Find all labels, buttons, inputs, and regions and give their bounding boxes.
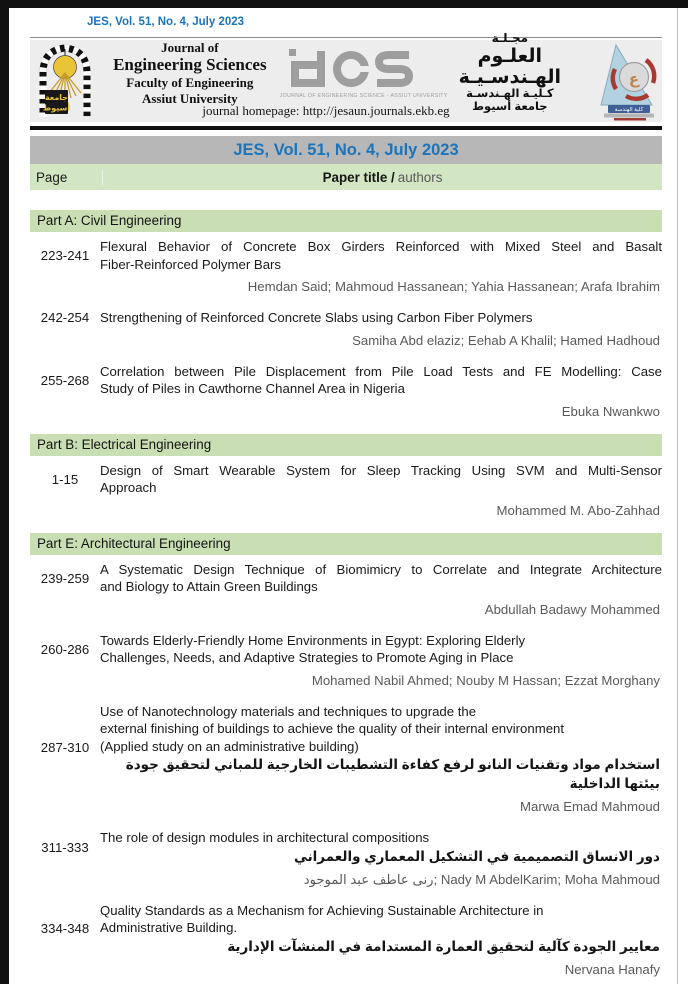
journal-title-line: Assiut University	[141, 90, 238, 106]
title-column-label	[103, 170, 662, 185]
paper-title-line: Use of Nanotechnology materials and techniques to upgrade the	[100, 703, 477, 719]
paper-title-line: Design of Smart Wearable System for Sleep Tracking Using SVM and Multi-Sensor	[100, 462, 662, 478]
paper-title-arabic-line: معايير الجودة كآلية لتحقيق العمارة المستدامة في المنشآت الإدارية	[227, 938, 660, 954]
paper-title-line: (Applied study on an administrative building)	[100, 738, 359, 754]
paper-entry-top	[30, 703, 662, 794]
paper-entry-top	[30, 238, 662, 273]
paper-authors: Mohammed M. Abo-Zahhad	[496, 502, 660, 518]
paper-authors: Hemdan Said; Mahmoud Hassanean; Yahia Hassanean; Arafa Ibrahim	[247, 279, 660, 294]
paper-entry	[30, 363, 662, 420]
paper-title-arabic-line: دور الانساق التصميمية في التشكيل المعماري والعمراني	[293, 848, 660, 864]
homepage-url[interactable]: journal homepage: http://jesaun.journals.ekb.eg	[202, 103, 450, 118]
paper-title	[100, 632, 662, 667]
faculty-logo-caption: كلية الهندسة	[614, 107, 644, 114]
paper-entry	[30, 829, 662, 888]
section-band: Part E: Architectural Engineering	[30, 533, 662, 555]
paper-title-line: Flexural Behavior of Concrete Box Girders Reinforced with Mixed Steel and Basalt	[100, 239, 662, 254]
paper-entry	[30, 902, 662, 978]
paper-entry-top	[30, 309, 662, 327]
paper-title-label: Paper title /	[322, 169, 395, 185]
paper-pages: 223-241	[40, 248, 90, 263]
paper-pages: 255-268	[40, 372, 90, 388]
journal-title-arabic-line: العلـوم الهـندسـيـة	[458, 45, 562, 88]
journal-title-line: Journal of	[161, 39, 219, 55]
running-header: JES, Vol. 51, No. 4, July 2023	[87, 16, 245, 28]
paper-entry-top	[30, 363, 662, 398]
paper-pages: 287-310	[40, 740, 90, 756]
paper-entry	[30, 309, 662, 349]
paper-authors: Nervana Hanafy	[564, 961, 660, 977]
paper-title	[100, 462, 662, 497]
paper-pages: 334-348	[40, 921, 90, 936]
paper-title	[100, 829, 662, 866]
page-border-left	[0, 0, 9, 984]
paper-entry	[30, 703, 662, 816]
toc-header-row	[30, 164, 662, 190]
paper-title-line: The role of design modules in architectural compositions	[100, 830, 430, 845]
paper-authors: رنى عاطف عبد الموجود; Nady M AbdelKarim; Moha Mahmoud	[303, 871, 660, 887]
page-column-label: Page	[30, 170, 103, 185]
paper-title	[100, 703, 662, 794]
paper-pages: 1-15	[51, 471, 79, 487]
paper-entry	[30, 561, 662, 618]
paper-entry-top	[30, 561, 662, 596]
masthead-rule	[30, 126, 662, 130]
page-content	[30, 8, 662, 992]
paper-title-line: external finishing of buildings to achieve the quality of their internal environment	[100, 721, 565, 736]
paper-authors: Mohamed Nabil Ahmed; Nouby M Hassan; Ezzat Morghany	[311, 672, 660, 688]
paper-authors: Marwa Emad Mahmoud	[520, 799, 660, 814]
paper-authors: Ebuka Nwankwo	[561, 403, 660, 419]
paper-title	[100, 363, 662, 398]
paper-entry	[30, 238, 662, 295]
section-band: Part B: Electrical Engineering	[30, 434, 662, 456]
page-border-right	[677, 8, 678, 984]
jes-logo-letters-icon	[287, 47, 419, 87]
faculty-logo-symbol: ع	[628, 71, 640, 88]
paper-title	[100, 902, 662, 956]
paper-title	[100, 561, 662, 596]
paper-pages: 239-259	[40, 570, 90, 586]
masthead	[30, 31, 662, 122]
paper-title-line: Study of Piles in Cawthorne Channel Area in Nigeria	[100, 381, 405, 396]
paper-pages: 242-254	[40, 310, 90, 326]
authors-label: authors	[397, 169, 443, 185]
page-border-top	[0, 0, 688, 8]
paper-authors: Abdullah Badawy Mohammed	[484, 601, 660, 617]
paper-title-line: Strengthening of Reinforced Concrete Slabs using Carbon Fiber Polymers	[100, 310, 533, 325]
paper-title-line: Administrative Building.	[100, 920, 238, 935]
jes-logo	[279, 47, 448, 99]
paper-title	[100, 238, 662, 273]
paper-entry-top	[30, 902, 662, 956]
paper-title-line: and Biology to Attain Green Buildings	[100, 579, 318, 594]
journal-title-arabic-line: جامعة أسيوط	[472, 100, 548, 113]
paper-title-line: A Systematic Design Technique of Biomimicry to Correlate and Integrate Architecture	[100, 561, 662, 577]
paper-entry-top	[30, 829, 662, 866]
journal-title-arabic-block	[426, 32, 594, 114]
paper-pages: 311-333	[41, 839, 89, 855]
university-logo-arabic-line2: أسيوط	[42, 103, 71, 113]
paper-title-line: Correlation between Pile Displacement from Pile Load Tests and FE Modelling: Case	[100, 363, 662, 379]
university-logo-arabic-line1: جامعة	[44, 93, 69, 102]
journal-title-arabic-line: مجـلـة	[491, 31, 529, 46]
issue-banner: JES, Vol. 51, No. 4, July 2023	[30, 136, 662, 164]
paper-title-line: Approach	[100, 480, 157, 495]
paper-title-line: Challenges, Needs, and Adaptive Strategies to Promote Aging in Place	[100, 650, 514, 665]
journal-title-line: Engineering Sciences	[113, 55, 267, 75]
paper-title-line: Fiber-Reinforced Polymer Bars	[100, 256, 282, 272]
toc-body	[30, 210, 662, 978]
paper-authors: Samiha Abd elaziz; Eehab A Khalil; Hamed Hadhoud	[352, 332, 660, 348]
journal-title-block	[100, 40, 280, 106]
paper-entry	[30, 462, 662, 519]
section-band: Part A: Civil Engineering	[30, 210, 662, 232]
jes-logo-caption: JOURNAL OF ENGINEERING SCIENCE - ASSIUT UNIVERSITY	[279, 93, 448, 99]
paper-pages: 260-286	[40, 641, 90, 657]
paper-title-line: Quality Standards as a Mechanism for Achieving Sustainable Architecture in	[100, 902, 544, 918]
paper-title-line: Towards Elderly-Friendly Home Environments in Egypt: Exploring Elderly	[100, 632, 526, 648]
paper-entry	[30, 632, 662, 689]
journal-title-arabic-line: كـليـة الهـندسـة	[466, 88, 554, 101]
homepage-line	[30, 100, 622, 119]
journal-title-line: Faculty of Engineering	[126, 75, 254, 91]
paper-title-arabic-line: استخدام مواد وتقنيات النانو لرفع كفاءة التشطيبات الخارجية للمباني لتحقيق جودة بيئتها الداخلية	[125, 757, 660, 791]
paper-title	[100, 309, 662, 327]
paper-entry-top	[30, 632, 662, 667]
paper-entry-top	[30, 462, 662, 497]
